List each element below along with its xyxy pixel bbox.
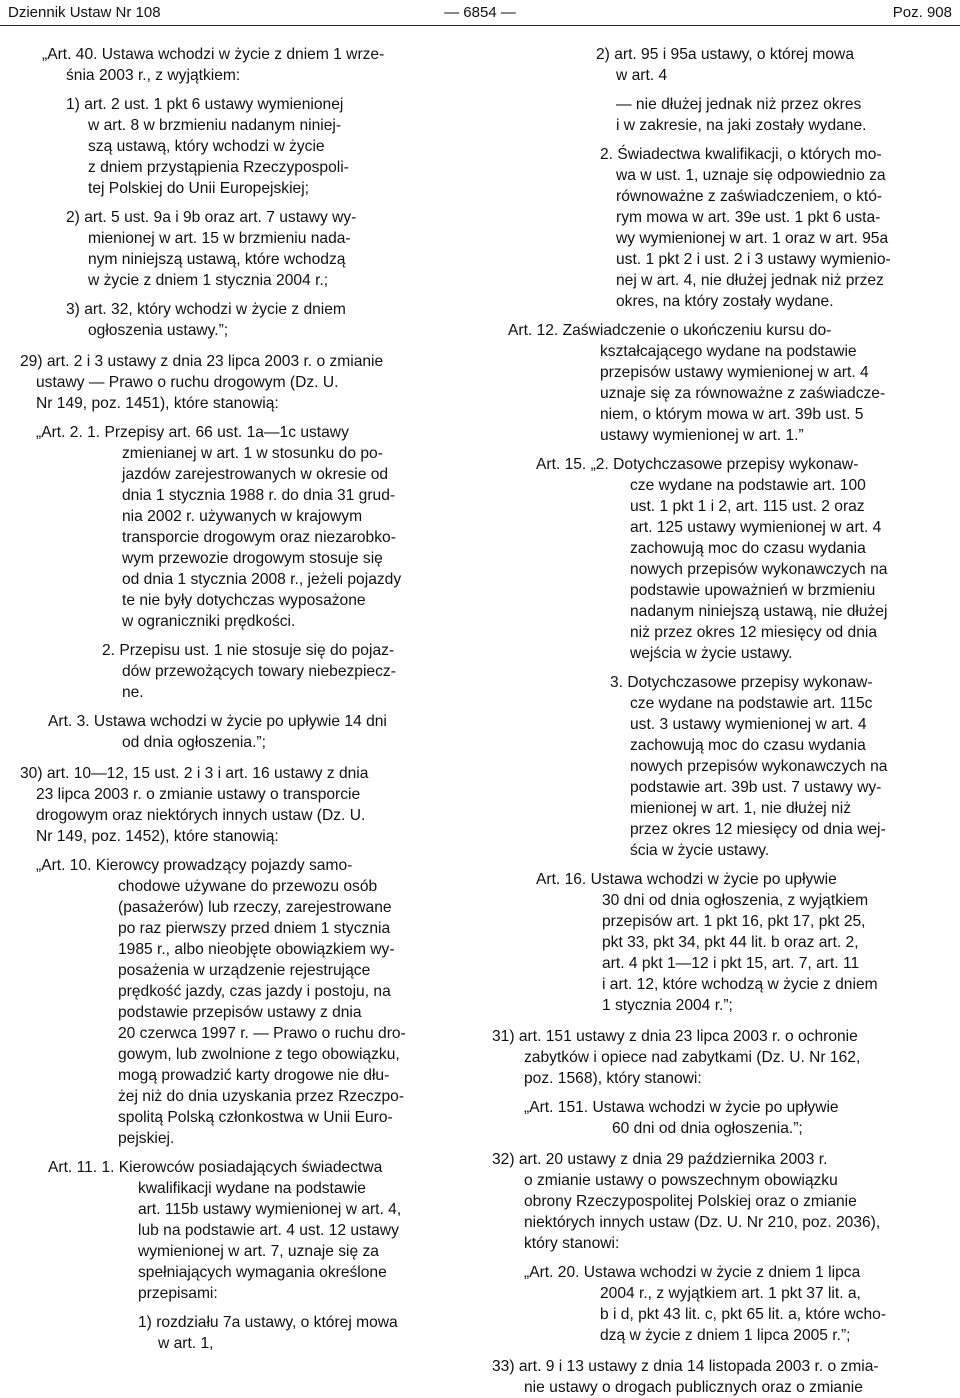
- text-line: cze wydane na podstawie art. 115c: [630, 695, 873, 712]
- text-line: szą ustawą, który wchodzi w życie: [88, 138, 325, 155]
- text-line: 2) art. 95 i 95a ustawy, o której mowa: [596, 46, 854, 63]
- text-line: 2. Świadectwa kwalifikacji, o których mo-: [600, 146, 882, 163]
- text-line: Nr 149, poz. 1452), które stanowią:: [36, 828, 279, 845]
- text-line: przez okres 12 miesięcy od dnia wej-: [630, 821, 886, 838]
- position-number: Poz. 908: [892, 4, 952, 21]
- text-line: 3) art. 32, który wchodzi w życie z dniem: [66, 301, 346, 318]
- text-line: i w zakresie, na jaki zostały wydane.: [616, 117, 867, 134]
- text-line: wy wymienionej w art. 1 oraz w art. 95a: [616, 230, 889, 247]
- page-number: — 6854 —: [444, 4, 516, 21]
- text-line: w art. 8 w brzmieniu nadanym niniej-: [88, 117, 342, 134]
- text-line: równoważne z zaświadczeniem, o któ-: [616, 188, 883, 205]
- text-line: przepisów ustawy wymienionej w art. 4: [600, 364, 869, 381]
- text-line: pkt 33, pkt 34, pkt 44 lit. b oraz art. 2,: [602, 934, 859, 951]
- text-line: ust. 1 pkt 2 i ust. 2 i 3 ustawy wymienio-: [616, 251, 891, 268]
- text-line: ust. 3 ustawy wymienionej w art. 4: [630, 716, 867, 733]
- text-line: nadanym niniejszą ustawą, nie dłużej: [630, 603, 888, 620]
- text-line: Art. 12. Zaświadczenie o ukończeniu kursu do-: [508, 322, 832, 339]
- text-line: dzą w życie z dniem 1 lipca 2005 r.”;: [600, 1327, 851, 1344]
- text-line: w art. 4: [616, 67, 668, 84]
- text-line: 30 dni od dnia ogłoszenia, z wyjątkiem: [602, 892, 869, 909]
- text-line: zmienianej w art. 1 w stosunku do po-: [122, 445, 383, 462]
- text-line: nej w art. 4, nie dłużej jednak niż przez: [616, 272, 884, 289]
- text-line: od dnia ogłoszenia.”;: [122, 734, 266, 751]
- text-line: 60 dni od dnia ogłoszenia.”;: [612, 1120, 803, 1137]
- text-line: „Art. 40. Ustawa wchodzi w życie z dniem 1 wrze-: [42, 46, 385, 63]
- text-line: kształcającego wydane na podstawie: [600, 343, 857, 360]
- text-line: 20 czerwca 1997 r. — Prawo o ruchu dro-: [118, 1025, 406, 1042]
- text-line: w życie z dniem 1 stycznia 2004 r.;: [88, 272, 329, 289]
- text-line: Nr 149, poz. 1451), które stanowią:: [36, 395, 279, 412]
- text-line: niektórych innych ustaw (Dz. U. Nr 210, poz. 2036),: [524, 1214, 881, 1231]
- text-line: podstawie przepisów ustawy z dnia: [118, 1004, 362, 1021]
- text-line: mienionej w art. 1, nie dłużej niż: [630, 800, 852, 817]
- text-line: obrony Rzeczypospolitej Polskiej oraz o zmianie: [524, 1193, 857, 1210]
- text-line: ustawy — Prawo o ruchu drogowym (Dz. U.: [36, 374, 339, 391]
- text-line: przepisami:: [138, 1285, 218, 1302]
- text-line: spełniających wymagania określone: [138, 1264, 387, 1281]
- text-line: art. 4 pkt 1—12 i pkt 15, art. 7, art. 11: [602, 955, 860, 972]
- text-line: zabytków i opiece nad zabytkami (Dz. U. Nr 162,: [524, 1049, 861, 1066]
- text-line: 2) art. 5 ust. 9a i 9b oraz art. 7 ustawy wy-: [66, 209, 357, 226]
- text-line: nie ustawy o drogach publicznych oraz o zmianie: [524, 1379, 863, 1396]
- text-line: „Art. 20. Ustawa wchodzi w życie z dniem 1 lipca: [524, 1264, 861, 1281]
- text-line: kwalifikacji wydane na podstawie: [138, 1180, 366, 1197]
- text-line: 2. Przepisu ust. 1 nie stosuje się do pojaz-: [102, 642, 395, 659]
- text-line: nym niniejszą ustawą, które wchodzą: [88, 251, 346, 268]
- text-line: podstawie upoważnień w brzmieniu: [630, 582, 876, 599]
- text-line: Art. 16. Ustawa wchodzi w życie po upływie: [536, 871, 837, 888]
- text-line: od dnia 1 stycznia 2008 r., jeżeli pojazdy: [122, 571, 402, 588]
- text-line: mogą prowadzić karty drogowe nie dłu-: [118, 1067, 390, 1084]
- text-line: chodowe używane do przewozu osób: [118, 878, 378, 895]
- text-line: wymienionej w art. 7, uznaje się za: [138, 1243, 379, 1260]
- text-line: 29) art. 2 i 3 ustawy z dnia 23 lipca 2003 r. o zmianie: [20, 353, 384, 370]
- header-rule: [0, 25, 960, 26]
- text-line: mienionej w art. 15 w brzmieniu nada-: [88, 230, 351, 247]
- text-line: w art. 1,: [158, 1335, 214, 1352]
- text-line: dnia 1 stycznia 1988 r. do dnia 31 grud-: [122, 487, 396, 504]
- text-line: ustawy wymienionej w art. 1.”: [600, 427, 804, 444]
- text-line: transporcie drogowym oraz niezarobko-: [122, 529, 396, 546]
- text-line: 1 stycznia 2004 r.”;: [602, 997, 733, 1014]
- text-line: cze wydane na podstawie art. 100: [630, 477, 866, 494]
- text-line: art. 115b ustawy wymienionej w art. 4,: [138, 1201, 402, 1218]
- text-line: drogowym oraz niektórych innych ustaw (Dz. U.: [36, 807, 366, 824]
- text-line: ścia w życie ustawy.: [630, 842, 770, 859]
- text-line: zachowują moc do czasu wydania: [630, 737, 866, 754]
- text-line: o zmianie ustawy o powszechnym obowiązku: [524, 1172, 838, 1189]
- text-line: w ograniczniki prędkości.: [122, 613, 296, 630]
- text-line: (pasażerów) lub rzeczy, zarejestrowane: [118, 899, 392, 916]
- text-line: żej niż do dnia uzyskania przez Rzeczpo-: [118, 1088, 405, 1105]
- text-line: 33) art. 9 i 13 ustawy z dnia 14 listopada 2003 r. o zmia-: [492, 1358, 879, 1375]
- text-line: śnia 2003 r., z wyjątkiem:: [66, 67, 241, 84]
- text-line: 1985 r., albo nieobjęte obowiązkiem wy-: [118, 941, 395, 958]
- text-line: wa w ust. 1, uznaje się odpowiednio za: [616, 167, 886, 184]
- text-line: Art. 11. 1. Kierowców posiadających świadectwa: [48, 1159, 383, 1176]
- text-line: tej Polskiej do Unii Europejskiej;: [88, 180, 310, 197]
- text-line: lub na podstawie art. 4 ust. 12 ustawy: [138, 1222, 399, 1239]
- text-line: nowych przepisów wykonawczych na: [630, 758, 888, 775]
- text-line: przepisów art. 1 pkt 16, pkt 17, pkt 25,: [602, 913, 866, 930]
- text-line: który stanowi:: [524, 1235, 620, 1252]
- text-line: 1) art. 2 ust. 1 pkt 6 ustawy wymienionej: [66, 96, 344, 113]
- text-line: 1) rozdziału 7a ustawy, o której mowa: [138, 1314, 398, 1331]
- text-line: „Art. 151. Ustawa wchodzi w życie po upływie: [524, 1099, 839, 1116]
- text-line: okres, na który zostały wydane.: [616, 293, 834, 310]
- text-line: b i d, pkt 43 lit. c, pkt 65 lit. a, które wcho-: [600, 1306, 887, 1323]
- text-line: 2004 r., z wyjątkiem art. 1 pkt 37 lit. a,: [600, 1285, 861, 1302]
- text-line: posażenia w urządzenie rejestrujące: [118, 962, 371, 979]
- text-line: nowych przepisów wykonawczych na: [630, 561, 888, 578]
- text-line: podstawie art. 39b ust. 7 ustawy wy-: [630, 779, 882, 796]
- text-line: pejskiej.: [118, 1130, 175, 1147]
- text-line: art. 125 ustawy wymienionej w art. 4: [630, 519, 882, 536]
- text-line: 30) art. 10—12, 15 ust. 2 i 3 i art. 16 ustawy z dnia: [20, 765, 369, 782]
- text-line: wym przewozie drogowym stosuje się: [122, 550, 383, 567]
- page-header: [0, 0, 960, 26]
- right-column: [492, 44, 952, 1398]
- text-line: niż przez okres 12 miesięcy od dnia: [630, 624, 878, 641]
- text-line: spolitą Polską członkostwa w Unii Euro-: [118, 1109, 393, 1126]
- text-line: niem, o którym mowa w art. 39b ust. 5: [600, 406, 864, 423]
- text-line: „Art. 10. Kierowcy prowadzący pojazdy samo-: [36, 857, 353, 874]
- text-line: zachowują moc do czasu wydania: [630, 540, 866, 557]
- text-line: prędkość jazdy, czas jazdy i postoju, na: [118, 983, 391, 1000]
- left-column: [20, 44, 472, 1354]
- text-line: Art. 3. Ustawa wchodzi w życie po upływie 14 dni: [48, 713, 387, 730]
- text-line: 23 lipca 2003 r. o zmianie ustawy o transporcie: [36, 786, 361, 803]
- text-line: gowym, lub zwolnione z tego obowiązku,: [118, 1046, 400, 1063]
- text-line: Art. 15. „2. Dotychczasowe przepisy wykonaw-: [536, 456, 859, 473]
- journal-title: Dziennik Ustaw Nr 108: [8, 4, 161, 21]
- text-line: nia 2002 r. używanych w krajowym: [122, 508, 363, 525]
- text-line: ust. 1 pkt 1 i 2, art. 115 ust. 2 oraz: [630, 498, 865, 515]
- text-line: uznaje się za równoważne z zaświadcze-: [600, 385, 886, 402]
- text-line: ne.: [122, 684, 144, 701]
- text-line: 3. Dotychczasowe przepisy wykonaw-: [610, 674, 873, 691]
- text-line: poz. 1568), który stanowi:: [524, 1070, 702, 1087]
- text-line: dów przewożących towary niebezpiecz-: [122, 663, 396, 680]
- text-line: rym mowa w art. 39e ust. 1 pkt 6 usta-: [616, 209, 881, 226]
- text-line: „Art. 2. 1. Przepisy art. 66 ust. 1a—1c ustawy: [36, 424, 349, 441]
- text-line: 31) art. 151 ustawy z dnia 23 lipca 2003 r. o ochronie: [492, 1028, 858, 1045]
- text-line: i art. 12, które wchodzą w życie z dniem: [602, 976, 878, 993]
- text-line: wejścia w życie ustawy.: [630, 645, 793, 662]
- text-line: — nie dłużej jednak niż przez okres: [616, 96, 862, 113]
- text-line: jazdów zarejestrowanych w okresie od: [122, 466, 389, 483]
- text-line: te nie były dotychczas wyposażone: [122, 592, 366, 609]
- text-line: ogłoszenia ustawy.”;: [88, 322, 229, 339]
- text-line: z dniem przystąpienia Rzeczypospoli-: [88, 159, 349, 176]
- text-line: po raz pierwszy przed dniem 1 stycznia: [118, 920, 391, 937]
- text-line: 32) art. 20 ustawy z dnia 29 października 2003 r.: [492, 1151, 828, 1168]
